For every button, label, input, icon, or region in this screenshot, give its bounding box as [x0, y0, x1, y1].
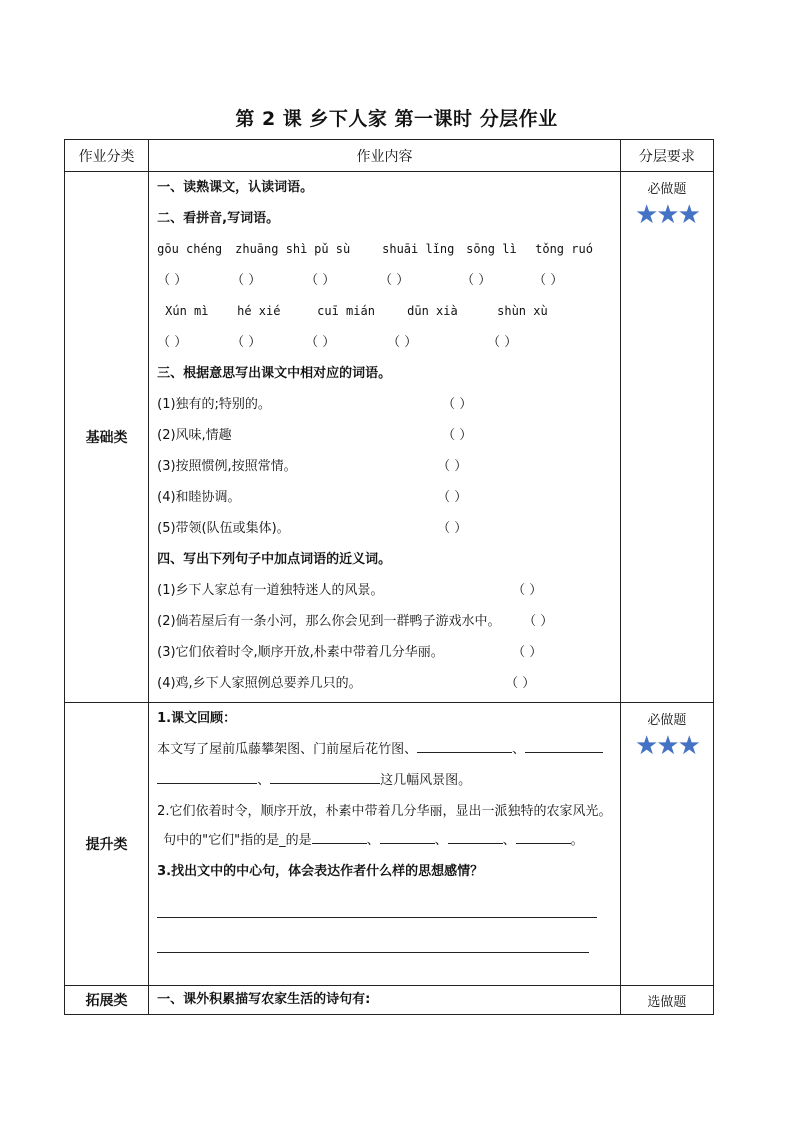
sentence-item [157, 606, 614, 637]
answer-paren[interactable]: （ ） [505, 676, 536, 691]
q2-end: 。 [570, 833, 584, 848]
q2-sep: 、 [434, 833, 448, 848]
extension-category: 拓展类 [65, 986, 149, 1015]
fill-blank[interactable] [417, 738, 512, 753]
extension-requirement: 选做题 [620, 986, 713, 1015]
pinyin-item: dūn xià [407, 304, 458, 318]
meaning-item [157, 482, 614, 513]
answer-paren[interactable]: （ ） [157, 335, 188, 350]
pinyin-row-1 [157, 234, 614, 265]
basic-content [149, 172, 621, 703]
pinyin-item: sōng lì [466, 242, 517, 256]
fill-blank[interactable] [525, 738, 603, 753]
requirement-label: 必做题 [647, 713, 687, 728]
meaning-text: (1)独有的;特别的。 [157, 397, 271, 412]
three-star-icon: ★★★ [634, 731, 699, 761]
fill-blank[interactable] [380, 829, 435, 844]
q1-sep: 、 [257, 773, 271, 788]
pinyin-item: gōu chéng [157, 242, 223, 256]
meaning-item [157, 513, 614, 544]
sentence-text: (4)鸡,乡下人家照例总要养几只的。 [157, 676, 362, 691]
answer-paren[interactable]: （ ） [305, 335, 336, 350]
advanced-row [65, 703, 714, 986]
answer-paren[interactable]: （ ） [157, 273, 188, 288]
page-title: 第 2 课 乡下人家 第一课时 分层作业 [235, 108, 558, 130]
answer-paren[interactable]: （ ） [442, 397, 473, 412]
answer-row-2 [157, 327, 614, 358]
sentence-text: (1)乡下人家总有一道独特迷人的风景。 [157, 583, 384, 598]
pinyin-item: shuāi lǐng [382, 242, 455, 256]
extension-sec1: 一、课外积累描写农家生活的诗句有: [157, 992, 371, 1007]
requirement-label: 必做题 [647, 182, 687, 197]
fill-blank[interactable] [448, 829, 503, 844]
answer-paren[interactable]: （ ） [533, 273, 564, 288]
answer-row-1 [157, 265, 614, 296]
answer-paren[interactable]: （ ） [437, 490, 468, 505]
q2-prefix: 句中的"它们"指的是_的是 [163, 833, 312, 848]
answer-paren[interactable]: （ ） [437, 459, 468, 474]
fill-blank[interactable] [516, 829, 571, 844]
answer-paren[interactable]: （ ） [461, 273, 492, 288]
q1-line2 [157, 765, 614, 796]
basic-requirement [620, 172, 713, 703]
pinyin-item: zhuāng shì [235, 242, 308, 256]
answer-paren[interactable]: （ ） [442, 428, 473, 443]
pinyin-item: hé xié [237, 304, 281, 318]
sentence-text: (2)倘若屋后有一条小河，那么你会见到一群鸭子游戏水中。 [157, 614, 501, 629]
q1-line1 [157, 734, 614, 765]
three-star-icon: ★★★ [634, 200, 699, 230]
table-header-row [65, 140, 714, 172]
q2-fill [157, 825, 614, 856]
meaning-text: (2)风味,情趣 [157, 428, 232, 443]
advanced-content [149, 703, 621, 986]
sentence-item [157, 575, 614, 606]
meaning-item [157, 420, 614, 451]
header-requirement: 分层要求 [620, 140, 713, 172]
q1-sep: 、 [512, 742, 526, 757]
homework-table [64, 139, 714, 1015]
basic-sec4: 四、写出下列句子中加点词语的近义词。 [157, 552, 392, 567]
sentence-item [157, 668, 614, 699]
answer-paren[interactable]: （ ） [231, 335, 262, 350]
answer-paren[interactable]: （ ） [231, 273, 262, 288]
q2-sep: 、 [502, 833, 516, 848]
basic-row [65, 172, 714, 703]
q1-title: 1.课文回顾： [157, 711, 237, 726]
q1-text: 本文写了屋前瓜藤攀架图、门前屋后花竹图、 [157, 742, 418, 757]
basic-sec2: 二、看拼音,写词语。 [157, 211, 280, 226]
basic-sec1: 一、读熟课文，认读词语。 [157, 180, 314, 195]
sentence-text: (3)它们依着时令,顺序开放,朴素中带着几分华丽。 [157, 645, 444, 660]
header-category: 作业分类 [65, 140, 149, 172]
fill-blank[interactable] [270, 769, 380, 784]
pinyin-item: pǔ sù [314, 242, 351, 256]
pinyin-row-2 [157, 296, 614, 327]
pinyin-item: shùn xù [497, 304, 548, 318]
meaning-text: (3)按照惯例,按照常情。 [157, 459, 297, 474]
meaning-text: (4)和睦协调。 [157, 490, 241, 505]
extension-content [149, 986, 621, 1015]
extension-row [65, 986, 714, 1015]
fill-blank[interactable] [157, 769, 257, 784]
answer-paren[interactable]: （ ） [305, 273, 336, 288]
sentence-item [157, 637, 614, 668]
q3-title: 3.找出文中的中心句，体会表达作者什么样的思想感情？ [157, 864, 484, 879]
meaning-item [157, 451, 614, 482]
q2-text: 2.它们依着时令，顺序开放，朴素中带着几分华丽，显出一派独特的农家风光。 [157, 804, 612, 819]
q1-end: 这几幅风景图。 [380, 773, 472, 788]
meaning-text: (5)带领(队伍或集体)。 [157, 521, 290, 536]
basic-sec3: 三、根据意思写出课文中相对应的词语。 [157, 366, 392, 381]
answer-paren[interactable]: （ ） [437, 521, 468, 536]
fill-blank[interactable] [312, 829, 367, 844]
advanced-requirement [620, 703, 713, 986]
pinyin-item: cuī mián [317, 304, 375, 318]
answer-paren[interactable]: （ ） [523, 614, 554, 629]
answer-paren[interactable]: （ ） [379, 273, 410, 288]
pinyin-item: tǒng ruó [535, 242, 593, 256]
answer-paren[interactable]: （ ） [487, 335, 518, 350]
header-content: 作业内容 [149, 140, 621, 172]
advanced-category: 提升类 [65, 703, 149, 986]
q2-sep: 、 [366, 833, 380, 848]
answer-paren[interactable]: （ ） [512, 583, 543, 598]
pinyin-item: Xún mì [165, 304, 209, 318]
meaning-item [157, 389, 614, 420]
answer-line[interactable] [157, 918, 589, 953]
answer-paren[interactable]: （ ） [387, 335, 418, 350]
answer-line[interactable] [157, 887, 597, 918]
answer-paren[interactable]: （ ） [512, 645, 543, 660]
basic-category: 基础类 [65, 172, 149, 703]
